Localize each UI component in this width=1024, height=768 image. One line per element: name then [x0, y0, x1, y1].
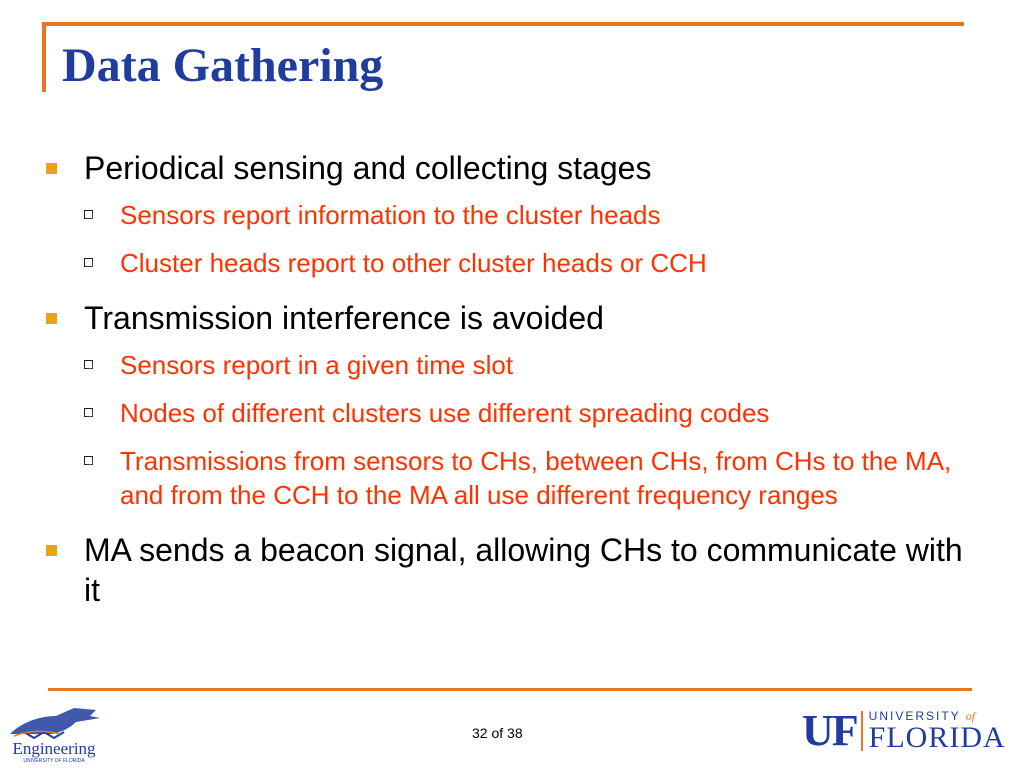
uf-logo-wordmark — [869, 709, 1006, 753]
slide-title: Data Gathering — [62, 39, 384, 92]
title-frame-top-rule — [42, 22, 964, 26]
uf-logo-icon — [802, 708, 1006, 754]
sub-bullet-item — [44, 444, 984, 512]
square-bullet-icon — [46, 163, 57, 174]
bullet-item — [44, 298, 984, 338]
sub-bullet-text: Transmissions from sensors to CHs, between CHs, from CHs to the MA, and from the CCH to the MA all use different frequency ranges — [120, 446, 952, 510]
bullet-text: MA sends a beacon signal, allowing CHs to communicate with it — [84, 532, 963, 608]
sub-bullet-item — [44, 348, 984, 382]
hollow-square-bullet-icon — [84, 408, 93, 417]
title-frame-left-rule — [42, 22, 46, 92]
hollow-square-bullet-icon — [84, 360, 93, 369]
uf-logo-line1: UNIVERSITY of — [868, 709, 976, 723]
sub-bullet-text: Sensors report in a given time slot — [120, 350, 514, 380]
sub-bullet-text: Nodes of different clusters use different spreading codes — [120, 398, 770, 428]
square-bullet-icon — [46, 313, 57, 324]
sub-bullet-item — [44, 198, 984, 232]
gator-logo-small-text: UNIVERSITY OF FLORIDA — [23, 758, 85, 764]
bullet-text: Transmission interference is avoided — [84, 300, 604, 336]
gator-logo-label: Engineering — [12, 739, 96, 758]
footer-rule — [48, 688, 972, 691]
square-bullet-icon — [46, 545, 57, 556]
bullet-item — [44, 530, 984, 610]
bullet-item — [44, 148, 984, 188]
uf-logo-mark: UF — [802, 706, 857, 755]
hollow-square-bullet-icon — [84, 210, 93, 219]
sub-bullet-item — [44, 396, 984, 430]
sub-bullet-text: Sensors report information to the cluster heads — [120, 200, 661, 230]
hollow-square-bullet-icon — [84, 456, 93, 465]
gator-logo-icon — [4, 694, 108, 764]
bullet-text: Periodical sensing and collecting stages — [84, 150, 652, 186]
uf-logo-line2: FLORIDA — [868, 721, 1006, 754]
sub-bullet-text: Cluster heads report to other cluster heads or CCH — [120, 248, 707, 278]
page-number: 32 of 38 — [472, 725, 523, 741]
uf-logo-divider — [861, 711, 863, 751]
bullet-list — [44, 148, 984, 620]
sub-bullet-item — [44, 246, 984, 280]
hollow-square-bullet-icon — [84, 258, 93, 267]
